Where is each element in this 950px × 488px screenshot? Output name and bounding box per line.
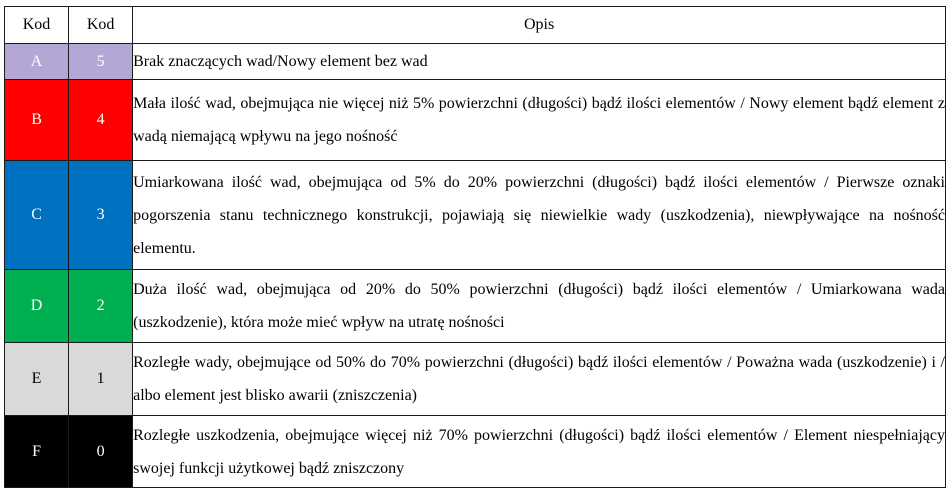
grade-letter-cell: D xyxy=(5,270,69,343)
header-kod-letter: Kod xyxy=(5,7,69,44)
grade-letter-cell: A xyxy=(5,44,69,80)
grade-description-cell: Rozległe wady, obejmujące od 50% do 70% powierzchni (długości) bądź ilości elementów / Poważna wada (uszkodzenie) i / albo element jest blisko awarii (zniszczenia) xyxy=(133,343,946,416)
grade-letter-cell: E xyxy=(5,343,69,416)
header-kod-number: Kod xyxy=(69,7,133,44)
table-row xyxy=(5,343,946,416)
grade-description-cell: Rozległe uszkodzenia, obejmujące więcej niż 70% powierzchni (długości) bądź ilości elementów / Element niespełniający swojej funkcji użytkowej bądź zniszczony xyxy=(133,416,946,488)
grade-description-cell: Mała ilość wad, obejmująca nie więcej niż 5% powierzchni (długości) bądź ilości elementów / Nowy element bądź element z wadą niemającą wpływu na jego nośność xyxy=(133,80,946,161)
grade-number-cell: 3 xyxy=(69,161,133,270)
grade-letter-cell: F xyxy=(5,416,69,488)
grade-description-cell: Duża ilość wad, obejmująca od 20% do 50% powierzchni (długości) bądź ilości elementów / Umiarkowana wada (uszkodzenie), która może mieć wpływ na utratę nośności xyxy=(133,270,946,343)
table-row xyxy=(5,80,946,161)
grade-letter-cell: C xyxy=(5,161,69,270)
grade-number-cell: 0 xyxy=(69,416,133,488)
header-opis: Opis xyxy=(133,7,946,44)
grade-number-cell: 5 xyxy=(69,44,133,80)
grade-letter-cell: B xyxy=(5,80,69,161)
table-header-row xyxy=(5,7,946,44)
table-row xyxy=(5,44,946,80)
grade-number-cell: 1 xyxy=(69,343,133,416)
grade-number-cell: 4 xyxy=(69,80,133,161)
grade-number-cell: 2 xyxy=(69,270,133,343)
table-row xyxy=(5,161,946,270)
condition-grade-table xyxy=(4,6,946,488)
grade-description-cell: Brak znaczących wad/Nowy element bez wad xyxy=(133,44,946,80)
table-row xyxy=(5,416,946,488)
grade-description-cell: Umiarkowana ilość wad, obejmująca od 5% do 20% powierzchni (długości) bądź ilości elementów / Pierwsze oznaki pogorszenia stanu technicznego konstrukcji, pojawiają się niewielkie wady (uszkodzenia), niewpływające na nośność elementu. xyxy=(133,161,946,270)
table-row xyxy=(5,270,946,343)
